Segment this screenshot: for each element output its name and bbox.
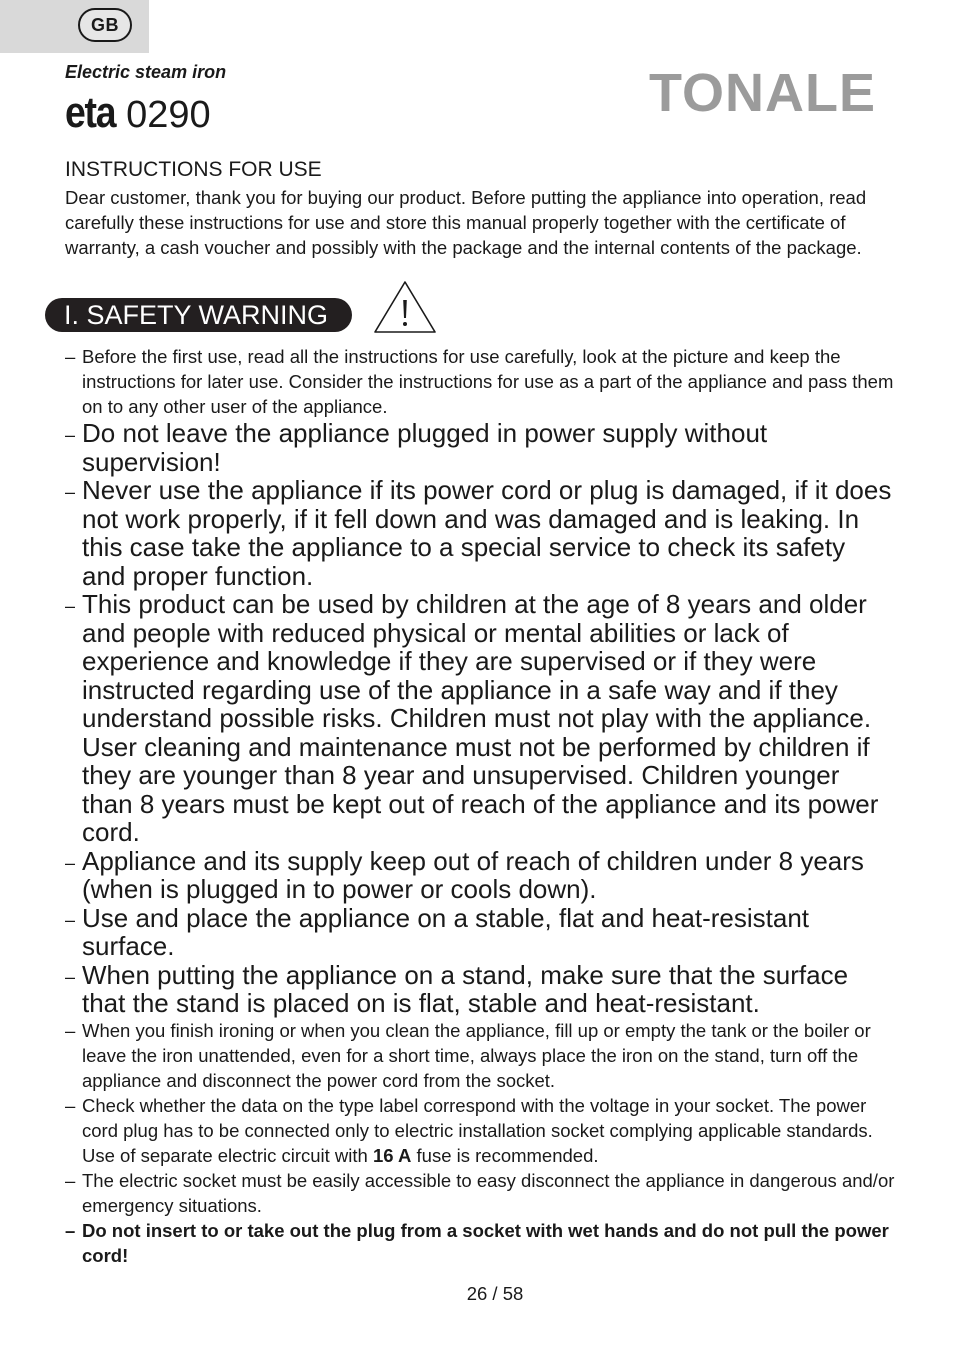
list-dash: – [65, 482, 76, 502]
list-item-text-before: Check whether the data on the type label correspond with the voltage in your socket. The power cord plug has to be connected only to electric installation socket complying applicable standards. Use of separate electric circuit with [82, 1094, 873, 1166]
series-name: TONALE [648, 63, 876, 123]
list-dash: – [65, 966, 76, 987]
list-item-text-after: fuse is recommended. [411, 1144, 599, 1166]
list-item-text: This product can be used by children at the age of 8 years and older and people with reduced physical or mental abilities or lack of experience and knowledge if they are supervised or if they were instructed regarding use of the appliance in a safe way and if they understand possible risks. Children must not play with the appliance. User cleaning and maintenance must not be performed by children if they are younger than 8 year and unsupervised. Children younger than 8 years must be kept out of reach of the appliance and its power cord. [82, 589, 879, 847]
list-item [65, 1018, 895, 1093]
list-item-text: When you finish ironing or when you clean the appliance, fill up or empty the tank or the boiler or leave the iron unattended, even for a short time, always place the iron on the stand, turn off the appliance and disconnect the power cord from the socket. [82, 1019, 871, 1091]
list-dash: – [65, 346, 76, 367]
list-item [65, 904, 895, 961]
intro-heading: INSTRUCTIONS FOR USE [65, 158, 322, 181]
language-badge: GB [78, 8, 132, 42]
list-item [65, 344, 895, 419]
list-dash: – [65, 1019, 76, 1041]
model-line [65, 88, 211, 140]
brand-logo: eta [65, 88, 116, 137]
list-item [65, 419, 895, 476]
list-item [65, 476, 895, 590]
fuse-rating: 16 A [372, 1144, 412, 1166]
list-dash: – [65, 852, 76, 873]
intro-text: Dear customer, thank you for buying our product. Before putting the appliance into operation, read carefully these instructions for use and store this manual properly together with the certificate of warranty, a cash voucher and possibly with the package and the internal contents of the package. [65, 187, 867, 258]
list-item-text [82, 1095, 873, 1166]
list-dash: – [65, 1094, 76, 1116]
list-dash: – [65, 1169, 76, 1191]
list-item-text: When putting the appliance on a stand, make sure that the surface that the stand is placed on is flat, stable and heat-resistant. [82, 959, 849, 1018]
language-tab [0, 0, 149, 53]
list-item-text: Appliance and its supply keep out of reach of children under 8 years (when is plugged in to power or cools down). [82, 845, 864, 904]
list-item [65, 590, 895, 847]
model-number: 0290 [126, 94, 211, 136]
product-type: Electric steam iron [65, 62, 227, 82]
section-title: I. SAFETY WARNING [45, 298, 352, 332]
page-number: 26 / 58 [466, 1283, 524, 1304]
list-item-text: The electric socket must be easily accessible to easy disconnect the appliance in dangerous and/or emergency situations. [82, 1169, 895, 1216]
list-item-text: Do not leave the appliance plugged in power supply without supervision! [82, 418, 768, 477]
list-item-text: Before the first use, read all the instructions for use carefully, look at the picture and keep the instructions for later use. Consider the instructions for use as a part of the appliance and pass them on to any other user of the appliance. [82, 346, 894, 417]
list-item-text: Never use the appliance if its power cord or plug is damaged, if it does not work properly, if it fell down and was damaged and is leaking. In this case take the appliance to a special service to check its safety and proper function. [82, 475, 892, 591]
list-item [65, 847, 895, 904]
list-dash: – [65, 596, 76, 616]
list-item [65, 961, 895, 1018]
list-dash: – [65, 1219, 76, 1241]
list-item [65, 1168, 895, 1218]
list-dash: – [65, 909, 76, 930]
list-item [65, 1218, 895, 1268]
safety-list [65, 344, 895, 1268]
list-item-text: Use and place the appliance on a stable, flat and heat-resistant surface. [82, 902, 810, 961]
list-item-text: Do not insert to or take out the plug from a socket with wet hands and do not pull the power cord! [82, 1219, 889, 1266]
list-item [65, 1093, 895, 1168]
warning-triangle-icon [373, 280, 437, 334]
list-dash: – [65, 425, 76, 445]
